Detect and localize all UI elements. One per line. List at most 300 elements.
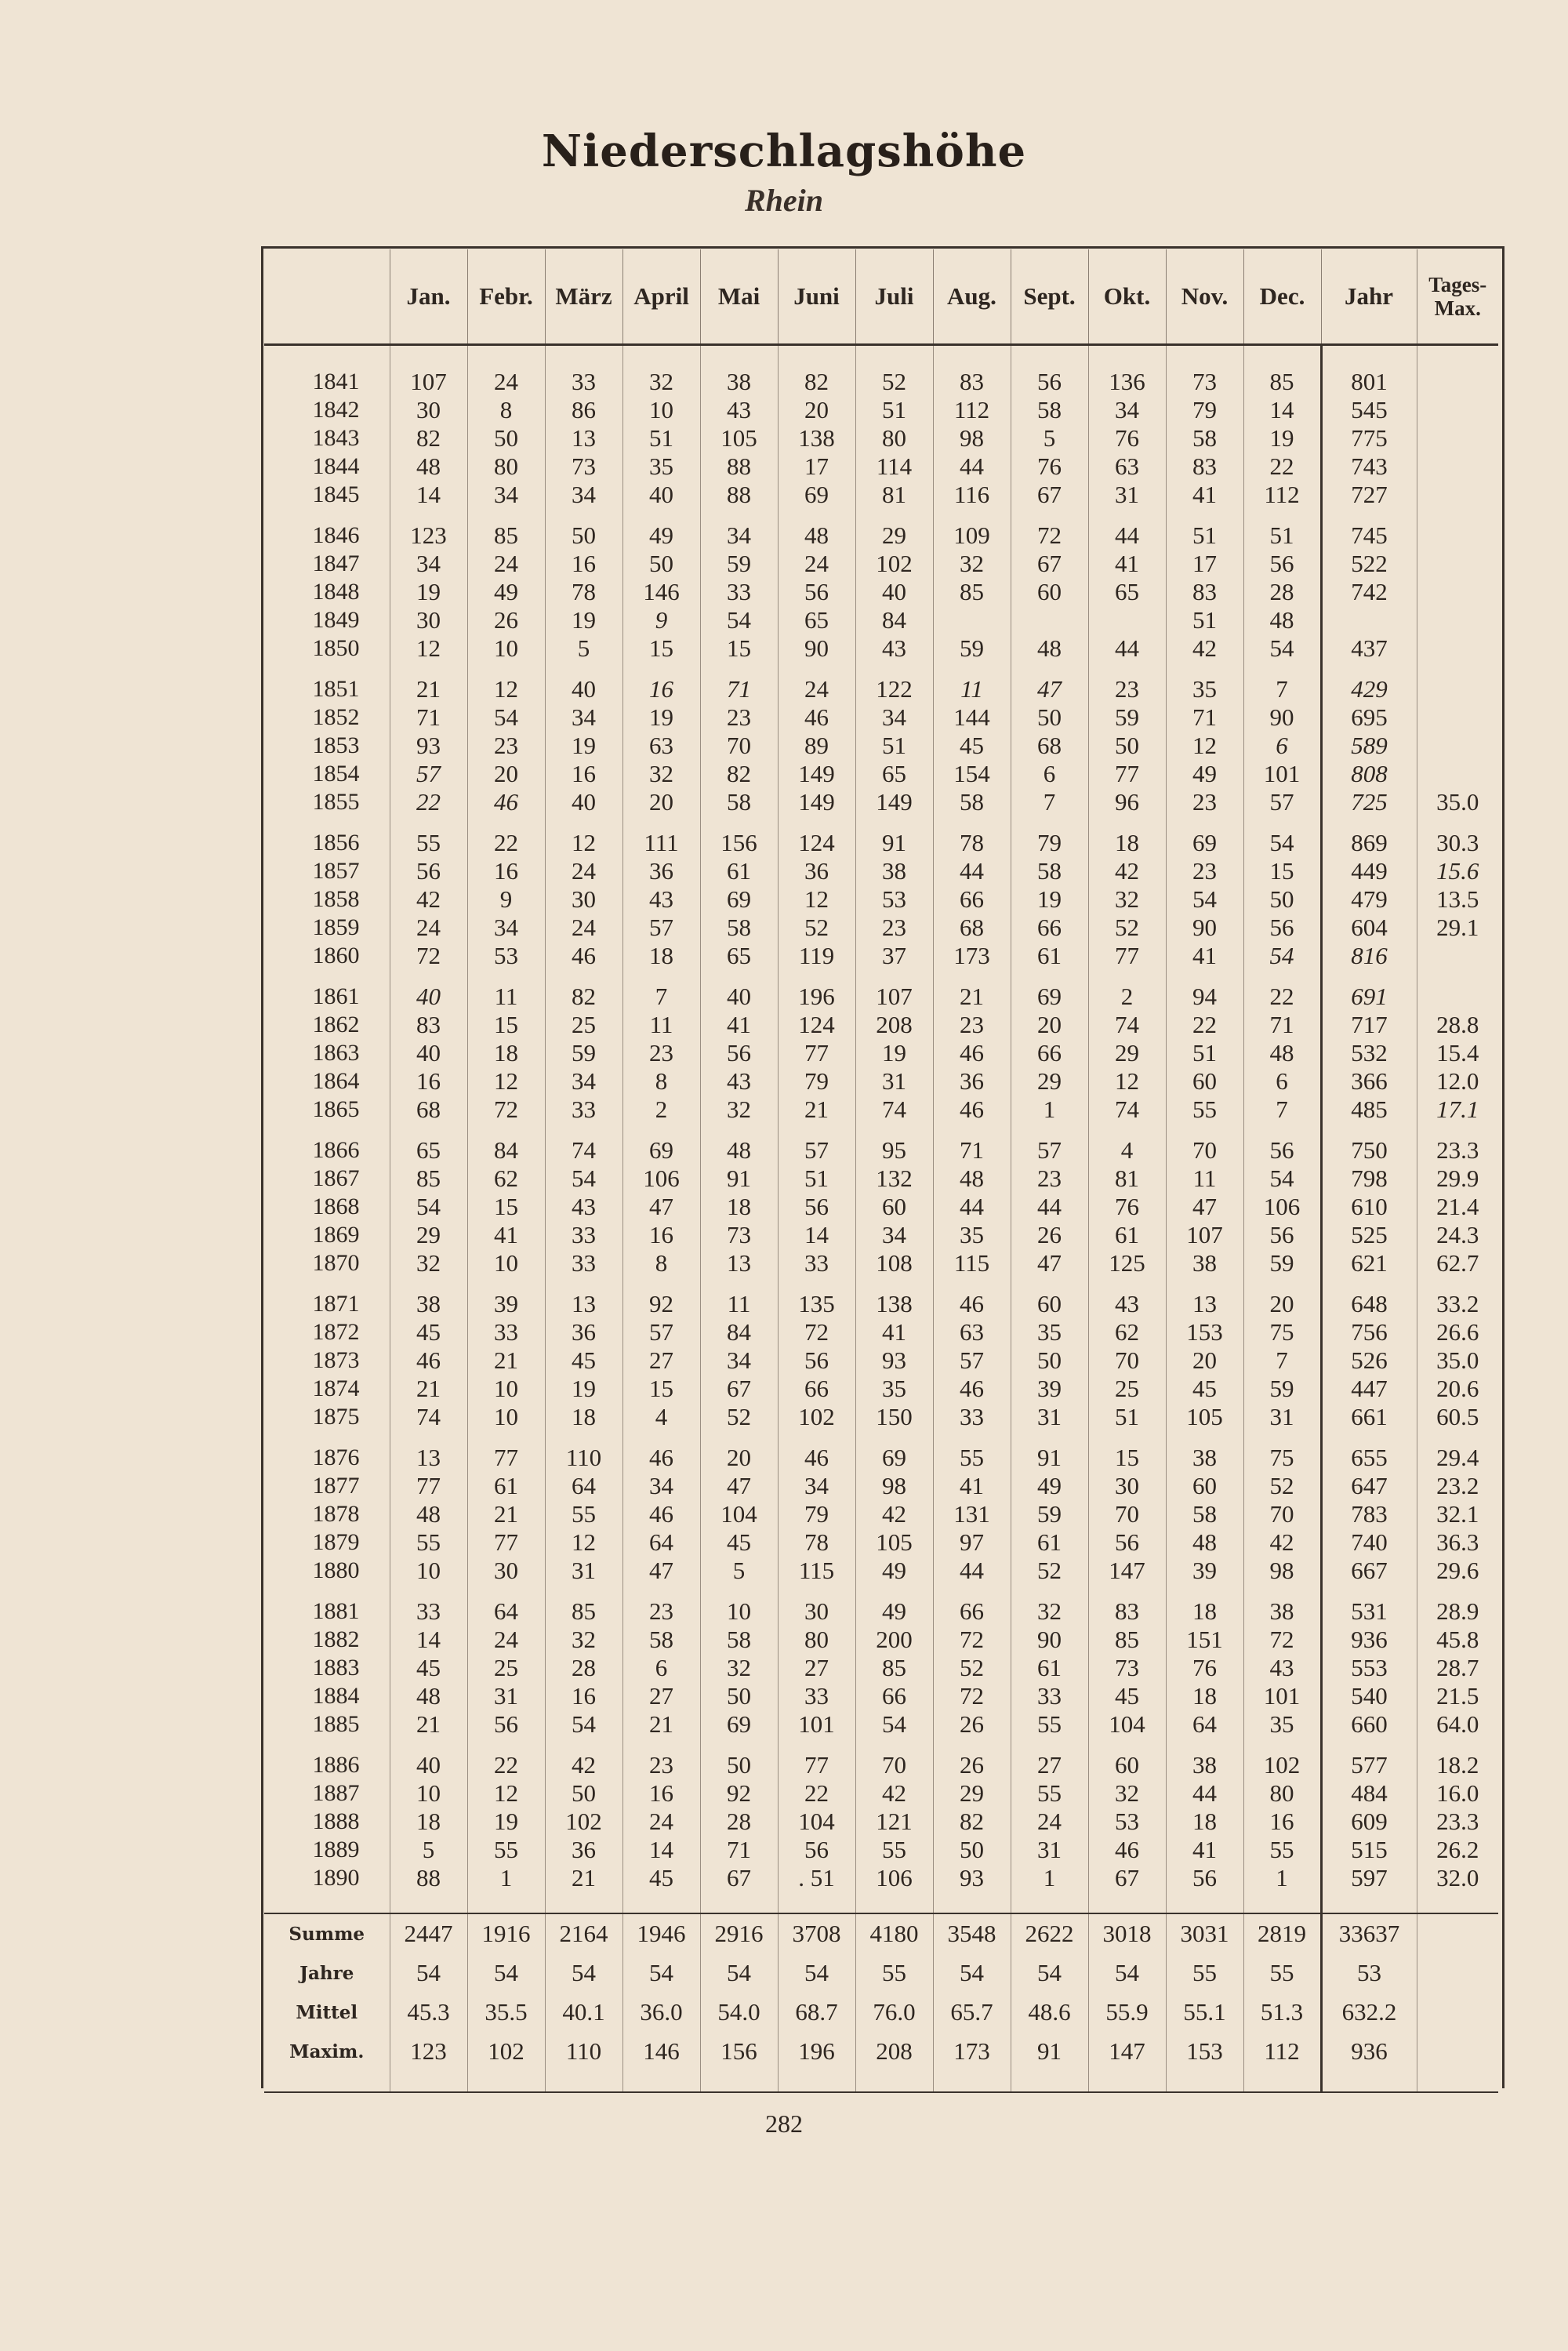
- month-value-cell: 12: [467, 1779, 545, 1808]
- month-value-cell: 15: [622, 634, 700, 663]
- table-row: [264, 368, 1498, 396]
- month-value-cell: 82: [390, 424, 467, 452]
- annual-total-cell: 449: [1321, 857, 1417, 885]
- month-value-cell: 18: [467, 1039, 545, 1067]
- month-value-cell: 10: [467, 1249, 545, 1277]
- summary-value-cell: 2164: [545, 1913, 622, 1953]
- header-jahr: Jahr: [1321, 249, 1417, 345]
- month-value-cell: 95: [855, 1136, 933, 1165]
- month-value-cell: 78: [778, 1528, 855, 1557]
- month-value-cell: 125: [1088, 1249, 1166, 1277]
- daily-max-cell: 32.1: [1417, 1500, 1498, 1528]
- month-value-cell: 58: [700, 788, 778, 816]
- month-value-cell: 12: [467, 1067, 545, 1096]
- annual-total-cell: 545: [1321, 396, 1417, 424]
- month-value-cell: 54: [545, 1165, 622, 1193]
- table-row: [264, 732, 1498, 760]
- month-value-cell: 5: [545, 634, 622, 663]
- month-value-cell: 45: [1166, 1375, 1243, 1403]
- month-value-cell: 39: [1166, 1557, 1243, 1585]
- header-month: Sept.: [1011, 249, 1088, 345]
- annual-total-cell: 691: [1321, 983, 1417, 1011]
- month-value-cell: 61: [1011, 942, 1088, 970]
- month-value-cell: 51: [855, 732, 933, 760]
- month-value-cell: 48: [1243, 606, 1321, 634]
- month-value-cell: 96: [1088, 788, 1166, 816]
- daily-max-cell: 21.5: [1417, 1682, 1498, 1710]
- month-value-cell: 16: [545, 760, 622, 788]
- month-value-cell: 47: [622, 1193, 700, 1221]
- month-value-cell: 109: [933, 521, 1011, 550]
- daily-max-cell: 23.3: [1417, 1808, 1498, 1836]
- month-value-cell: 47: [1011, 1249, 1088, 1277]
- month-value-cell: 200: [855, 1626, 933, 1654]
- month-value-cell: 45: [1088, 1682, 1166, 1710]
- month-value-cell: 52: [1088, 914, 1166, 942]
- month-value-cell: 28: [1243, 578, 1321, 606]
- month-value-cell: 42: [855, 1500, 933, 1528]
- month-value-cell: 52: [1011, 1557, 1088, 1585]
- month-value-cell: 11: [467, 983, 545, 1011]
- spacer-row: [264, 509, 1498, 521]
- month-value-cell: 31: [1088, 481, 1166, 509]
- year-cell: 1845: [312, 481, 360, 507]
- month-value-cell: 85: [855, 1654, 933, 1682]
- summary-annual-cell: 632.2: [1321, 1993, 1417, 2032]
- summary-value-cell: 147: [1088, 2032, 1166, 2071]
- table-row: [264, 1779, 1498, 1808]
- month-value-cell: 91: [1011, 1444, 1088, 1472]
- month-value-cell: 85: [390, 1165, 467, 1193]
- month-value-cell: 59: [700, 550, 778, 578]
- month-value-cell: 61: [1011, 1528, 1088, 1557]
- month-value-cell: 57: [778, 1136, 855, 1165]
- month-value-cell: 27: [622, 1346, 700, 1375]
- month-value-cell: 77: [778, 1039, 855, 1067]
- month-value-cell: 16: [545, 1682, 622, 1710]
- annual-total-cell: 695: [1321, 703, 1417, 732]
- month-value-cell: 19: [545, 1375, 622, 1403]
- month-value-cell: 42: [1243, 1528, 1321, 1557]
- month-value-cell: 23: [622, 1597, 700, 1626]
- table-row: [264, 675, 1498, 703]
- month-value-cell: 13: [700, 1249, 778, 1277]
- month-value-cell: 72: [1011, 521, 1088, 550]
- month-value-cell: 17: [778, 452, 855, 481]
- month-value-cell: 52: [933, 1654, 1011, 1682]
- month-value-cell: 51: [1166, 1039, 1243, 1067]
- month-value-cell: . 51: [778, 1864, 855, 1892]
- summary-value-cell: 68.7: [778, 1993, 855, 2032]
- month-value-cell: 151: [1166, 1626, 1243, 1654]
- table-row: [264, 1626, 1498, 1654]
- month-value-cell: 12: [1166, 732, 1243, 760]
- month-value-cell: 15: [467, 1011, 545, 1039]
- month-value-cell: 56: [778, 1836, 855, 1864]
- annual-total-cell: 725: [1321, 788, 1417, 816]
- month-value-cell: 16: [1243, 1808, 1321, 1836]
- spacer-row: [264, 663, 1498, 675]
- month-value-cell: 20: [700, 1444, 778, 1472]
- month-value-cell: 41: [700, 1011, 778, 1039]
- month-value-cell: 30: [390, 396, 467, 424]
- month-value-cell: 90: [1243, 703, 1321, 732]
- month-value-cell: 43: [855, 634, 933, 663]
- month-value-cell: 24: [390, 914, 467, 942]
- month-value-cell: 84: [700, 1318, 778, 1346]
- month-value-cell: 73: [545, 452, 622, 481]
- month-value-cell: 90: [778, 634, 855, 663]
- month-value-cell: 10: [700, 1597, 778, 1626]
- month-value-cell: 19: [1243, 424, 1321, 452]
- year-cell: 1885: [312, 1711, 360, 1737]
- month-value-cell: 41: [1166, 942, 1243, 970]
- month-value-cell: 83: [1088, 1597, 1166, 1626]
- month-value-cell: 42: [1088, 857, 1166, 885]
- year-cell: 1856: [312, 830, 360, 856]
- year-cell: 1869: [312, 1222, 360, 1248]
- month-value-cell: 38: [855, 857, 933, 885]
- month-value-cell: 76: [1088, 1193, 1166, 1221]
- month-value-cell: 92: [622, 1290, 700, 1318]
- year-cell: 1862: [312, 1012, 360, 1037]
- month-value-cell: 35: [933, 1221, 1011, 1249]
- month-value-cell: 60: [855, 1193, 933, 1221]
- month-value-cell: 20: [1166, 1346, 1243, 1375]
- month-value-cell: 10: [467, 1403, 545, 1431]
- month-value-cell: 35: [1243, 1710, 1321, 1739]
- month-value-cell: 21: [390, 1710, 467, 1739]
- annual-total-cell: 485: [1321, 1096, 1417, 1124]
- summary-label: Mittel: [296, 2001, 358, 2023]
- month-value-cell: 75: [1243, 1318, 1321, 1346]
- month-value-cell: 50: [1011, 1346, 1088, 1375]
- month-value-cell: 22: [467, 1751, 545, 1779]
- month-value-cell: 40: [390, 983, 467, 1011]
- month-value-cell: 56: [1243, 1221, 1321, 1249]
- month-value-cell: 42: [545, 1751, 622, 1779]
- month-value-cell: 47: [622, 1557, 700, 1585]
- month-value-cell: 70: [1166, 1136, 1243, 1165]
- year-cell: 1844: [312, 453, 360, 479]
- summary-value-cell: 40.1: [545, 1993, 622, 2032]
- month-value-cell: 42: [390, 885, 467, 914]
- annual-total-cell: 648: [1321, 1290, 1417, 1318]
- month-value-cell: 105: [855, 1528, 933, 1557]
- month-value-cell: 48: [1011, 634, 1088, 663]
- month-value-cell: 154: [933, 760, 1011, 788]
- daily-max-cell: [1417, 675, 1498, 703]
- month-value-cell: 6: [1243, 1067, 1321, 1096]
- month-value-cell: 94: [1166, 983, 1243, 1011]
- month-value-cell: 34: [700, 521, 778, 550]
- table-row: [264, 1557, 1498, 1585]
- month-value-cell: 76: [1088, 424, 1166, 452]
- month-value-cell: 16: [545, 550, 622, 578]
- annual-total-cell: 484: [1321, 1779, 1417, 1808]
- table-row: [264, 1375, 1498, 1403]
- month-value-cell: 72: [933, 1626, 1011, 1654]
- month-value-cell: 14: [390, 481, 467, 509]
- summary-value-cell: 146: [622, 2032, 700, 2071]
- month-value-cell: [933, 606, 1011, 634]
- summary-value-cell: 1946: [622, 1913, 700, 1953]
- month-value-cell: 23: [933, 1011, 1011, 1039]
- month-value-cell: 48: [390, 1682, 467, 1710]
- month-value-cell: 44: [1088, 521, 1166, 550]
- year-cell: 1883: [312, 1655, 360, 1681]
- month-value-cell: 64: [622, 1528, 700, 1557]
- month-value-cell: 12: [467, 675, 545, 703]
- month-value-cell: 46: [778, 703, 855, 732]
- header-month: Aug.: [933, 249, 1011, 345]
- daily-max-cell: 45.8: [1417, 1626, 1498, 1654]
- month-value-cell: 98: [855, 1472, 933, 1500]
- summary-value-cell: 54: [1011, 1953, 1088, 1993]
- table-row: [264, 1864, 1498, 1892]
- month-value-cell: 38: [390, 1290, 467, 1318]
- month-value-cell: 66: [1011, 914, 1088, 942]
- annual-total-cell: 609: [1321, 1808, 1417, 1836]
- month-value-cell: 59: [1088, 703, 1166, 732]
- page-number: 282: [765, 2109, 803, 2138]
- month-value-cell: 37: [855, 942, 933, 970]
- month-value-cell: 45: [622, 1864, 700, 1892]
- month-value-cell: 13: [1166, 1290, 1243, 1318]
- month-value-cell: 52: [700, 1403, 778, 1431]
- summary-value-cell: 54.0: [700, 1993, 778, 2032]
- annual-total-cell: 727: [1321, 481, 1417, 509]
- summary-row: [264, 1913, 1498, 1953]
- month-value-cell: 34: [545, 1067, 622, 1096]
- month-value-cell: 80: [1243, 1779, 1321, 1808]
- month-value-cell: 2: [1088, 983, 1166, 1011]
- year-cell: 1880: [312, 1557, 360, 1583]
- summary-value-cell: 3031: [1166, 1913, 1243, 1953]
- month-value-cell: 85: [1088, 1626, 1166, 1654]
- page-subtitle: Rhein: [744, 183, 824, 218]
- month-value-cell: 106: [1243, 1193, 1321, 1221]
- month-value-cell: 136: [1088, 368, 1166, 396]
- month-value-cell: 79: [1011, 829, 1088, 857]
- month-value-cell: 53: [1088, 1808, 1166, 1836]
- month-value-cell: 24: [778, 675, 855, 703]
- table-row: [264, 521, 1498, 550]
- month-value-cell: 53: [855, 885, 933, 914]
- annual-total-cell: 816: [1321, 942, 1417, 970]
- year-cell: 1843: [312, 425, 360, 451]
- summary-value-cell: 2447: [390, 1913, 467, 1953]
- month-value-cell: 24: [545, 914, 622, 942]
- table-row: [264, 1346, 1498, 1375]
- month-value-cell: 40: [855, 578, 933, 606]
- month-value-cell: 55: [467, 1836, 545, 1864]
- month-value-cell: 90: [1166, 914, 1243, 942]
- month-value-cell: 39: [1011, 1375, 1088, 1403]
- month-value-cell: 50: [1011, 703, 1088, 732]
- month-value-cell: 38: [1243, 1597, 1321, 1626]
- summary-value-cell: 4180: [855, 1913, 933, 1953]
- year-cell: 1846: [312, 522, 360, 548]
- month-value-cell: 32: [1011, 1597, 1088, 1626]
- month-value-cell: 75: [1243, 1444, 1321, 1472]
- year-cell: 1842: [312, 397, 360, 423]
- month-value-cell: 33: [467, 1318, 545, 1346]
- month-value-cell: 65: [778, 606, 855, 634]
- daily-max-cell: [1417, 521, 1498, 550]
- month-value-cell: 18: [1166, 1682, 1243, 1710]
- month-value-cell: 76: [1011, 452, 1088, 481]
- summary-annual-cell: 936: [1321, 2032, 1417, 2071]
- summary-value-cell: 55.1: [1166, 1993, 1243, 2032]
- spacer-row: [264, 345, 1498, 369]
- month-value-cell: 91: [700, 1165, 778, 1193]
- daily-max-cell: 12.0: [1417, 1067, 1498, 1096]
- month-value-cell: 69: [700, 1710, 778, 1739]
- month-value-cell: 30: [545, 885, 622, 914]
- year-cell: 1887: [312, 1780, 360, 1806]
- month-value-cell: 15: [1088, 1444, 1166, 1472]
- month-value-cell: 82: [778, 368, 855, 396]
- month-value-cell: 56: [1243, 550, 1321, 578]
- month-value-cell: 104: [700, 1500, 778, 1528]
- year-cell: 1877: [312, 1473, 360, 1499]
- month-value-cell: 20: [778, 396, 855, 424]
- month-value-cell: 21: [467, 1346, 545, 1375]
- month-value-cell: 16: [622, 675, 700, 703]
- month-value-cell: 71: [700, 675, 778, 703]
- month-value-cell: 22: [1243, 452, 1321, 481]
- year-cell: 1850: [312, 635, 360, 661]
- annual-total-cell: 783: [1321, 1500, 1417, 1528]
- month-value-cell: 77: [467, 1528, 545, 1557]
- spacer-row: [264, 1739, 1498, 1751]
- month-value-cell: 64: [1166, 1710, 1243, 1739]
- month-value-cell: 10: [390, 1779, 467, 1808]
- annual-total-cell: 522: [1321, 550, 1417, 578]
- month-value-cell: 13: [545, 424, 622, 452]
- annual-total-cell: 515: [1321, 1836, 1417, 1864]
- table-row: [264, 1318, 1498, 1346]
- annual-total-cell: 808: [1321, 760, 1417, 788]
- month-value-cell: 5: [390, 1836, 467, 1864]
- month-value-cell: 56: [390, 857, 467, 885]
- month-value-cell: 69: [1011, 983, 1088, 1011]
- month-value-cell: 54: [390, 1193, 467, 1221]
- summary-max-cell: [1417, 2032, 1498, 2071]
- month-value-cell: 90: [1011, 1626, 1088, 1654]
- month-value-cell: 51: [1166, 521, 1243, 550]
- spacer-row: [264, 1431, 1498, 1444]
- month-value-cell: 73: [1166, 368, 1243, 396]
- month-value-cell: 70: [855, 1751, 933, 1779]
- daily-max-cell: [1417, 396, 1498, 424]
- daily-max-cell: 29.1: [1417, 914, 1498, 942]
- month-value-cell: 1: [467, 1864, 545, 1892]
- month-value-cell: 33: [545, 1249, 622, 1277]
- year-cell: 1851: [312, 676, 360, 702]
- month-value-cell: 91: [855, 829, 933, 857]
- month-value-cell: 51: [1243, 521, 1321, 550]
- table-row: [264, 1444, 1498, 1472]
- summary-value-cell: 196: [778, 2032, 855, 2071]
- month-value-cell: 7: [1243, 1096, 1321, 1124]
- annual-total-cell: 936: [1321, 1626, 1417, 1654]
- annual-total-cell: 589: [1321, 732, 1417, 760]
- daily-max-cell: 33.2: [1417, 1290, 1498, 1318]
- summary-row: [264, 1953, 1498, 1993]
- summary-value-cell: 48.6: [1011, 1993, 1088, 2032]
- month-value-cell: 36: [622, 857, 700, 885]
- annual-total-cell: 660: [1321, 1710, 1417, 1739]
- month-value-cell: 138: [855, 1290, 933, 1318]
- annual-total-cell: 647: [1321, 1472, 1417, 1500]
- daily-max-cell: 18.2: [1417, 1751, 1498, 1779]
- daily-max-cell: 16.0: [1417, 1779, 1498, 1808]
- annual-total-cell: 525: [1321, 1221, 1417, 1249]
- month-value-cell: 10: [467, 1375, 545, 1403]
- summary-value-cell: 102: [467, 2032, 545, 2071]
- month-value-cell: 46: [933, 1039, 1011, 1067]
- daily-max-cell: 28.8: [1417, 1011, 1498, 1039]
- month-value-cell: 46: [1088, 1836, 1166, 1864]
- month-value-cell: 24: [622, 1808, 700, 1836]
- month-value-cell: 34: [622, 1472, 700, 1500]
- daily-max-cell: 29.6: [1417, 1557, 1498, 1585]
- month-value-cell: [1011, 606, 1088, 634]
- header-tages-max-line2: Max.: [1434, 296, 1481, 320]
- month-value-cell: 23: [467, 732, 545, 760]
- summary-value-cell: 3708: [778, 1913, 855, 1953]
- month-value-cell: 32: [1088, 885, 1166, 914]
- month-value-cell: 116: [933, 481, 1011, 509]
- annual-total-cell: 447: [1321, 1375, 1417, 1403]
- month-value-cell: 22: [390, 788, 467, 816]
- annual-total-cell: 667: [1321, 1557, 1417, 1585]
- summary-value-cell: 54: [467, 1953, 545, 1993]
- summary-max-cell: [1417, 1993, 1498, 2032]
- month-value-cell: 55: [390, 1528, 467, 1557]
- table-row: [264, 550, 1498, 578]
- month-value-cell: 104: [778, 1808, 855, 1836]
- summary-value-cell: 2916: [700, 1913, 778, 1953]
- month-value-cell: 28: [700, 1808, 778, 1836]
- month-value-cell: 10: [467, 634, 545, 663]
- month-value-cell: 55: [390, 829, 467, 857]
- header-month: Nov.: [1166, 249, 1243, 345]
- month-value-cell: 79: [1166, 396, 1243, 424]
- month-value-cell: 110: [545, 1444, 622, 1472]
- month-value-cell: 32: [622, 760, 700, 788]
- month-value-cell: 38: [1166, 1751, 1243, 1779]
- summary-value-cell: 91: [1011, 2032, 1088, 2071]
- month-value-cell: 70: [1088, 1500, 1166, 1528]
- month-value-cell: 54: [1243, 634, 1321, 663]
- month-value-cell: 63: [933, 1318, 1011, 1346]
- month-value-cell: 55: [933, 1444, 1011, 1472]
- month-value-cell: 21: [622, 1710, 700, 1739]
- month-value-cell: 19: [622, 703, 700, 732]
- year-cell: 1858: [312, 886, 360, 912]
- month-value-cell: 52: [855, 368, 933, 396]
- month-value-cell: 32: [933, 550, 1011, 578]
- month-value-cell: 101: [778, 1710, 855, 1739]
- month-value-cell: 56: [467, 1710, 545, 1739]
- spacer-row: [264, 1124, 1498, 1136]
- daily-max-cell: 20.6: [1417, 1375, 1498, 1403]
- month-value-cell: 80: [467, 452, 545, 481]
- month-value-cell: 47: [1011, 675, 1088, 703]
